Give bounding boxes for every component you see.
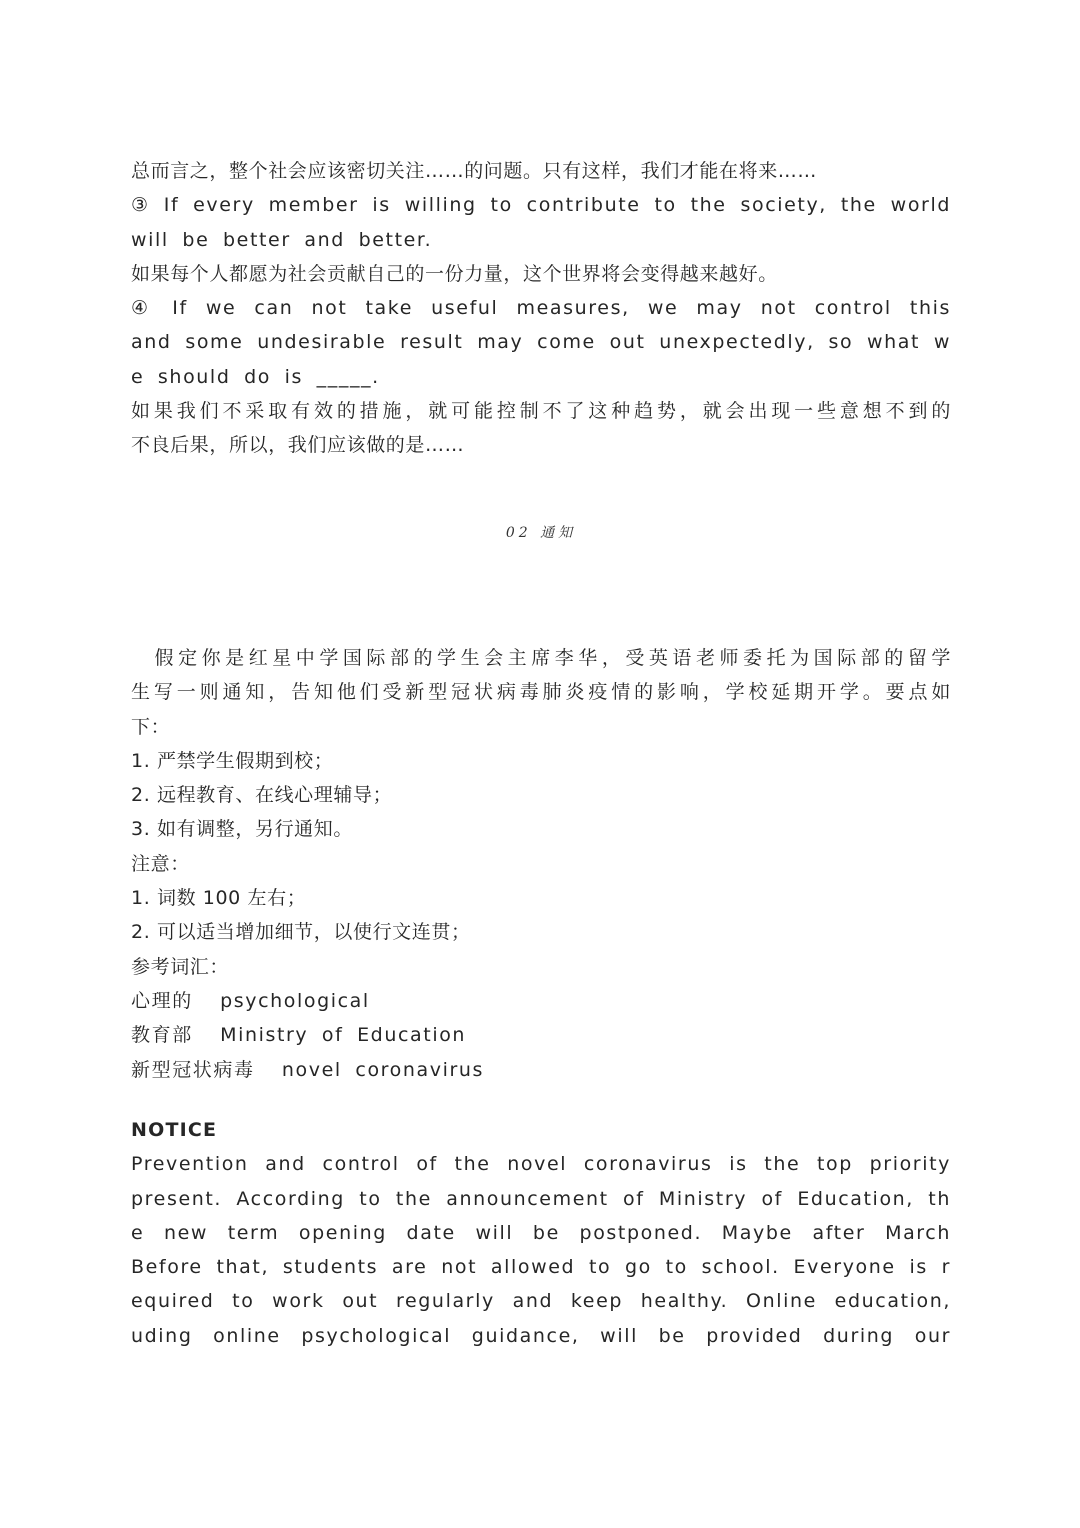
vocab-item: 教育部 Ministry of Education bbox=[131, 1024, 467, 1047]
notice-heading: NOTICE bbox=[131, 1119, 218, 1141]
task-line: 假定你是红星中学国际部的学生会主席李华，受英语老师委托为国际部的留学 bbox=[131, 647, 951, 669]
sentence-4-translation-line-2: 不良后果，所以，我们应该做的是…… bbox=[131, 434, 465, 457]
vocab-heading: 参考词汇： bbox=[131, 955, 230, 978]
notice-line: e new term opening date will be postponed. Maybe after March bbox=[131, 1221, 951, 1244]
sentence-4-translation-line-1: 如果我们不采取有效的措施，就可能控制不了这种趋势，就会出现一些意想不到的 bbox=[131, 400, 951, 423]
notes-heading: 注意： bbox=[131, 852, 190, 875]
task-point: 2. 远程教育、在线心理辅导； bbox=[131, 784, 393, 807]
notice-line: uding online psychological guidance, will be provided during our bbox=[131, 1324, 951, 1347]
note-item: 2. 可以适当增加细节，以使行文连贯； bbox=[131, 921, 471, 944]
sentence-3-translation: 如果每个人都愿为社会贡献自己的一份力量，这个世界将会变得越来越好。 bbox=[131, 262, 778, 285]
sentence-4-line-3: e should do is _____. bbox=[131, 365, 380, 388]
sentence-4-line-1: ④ If we can not take useful measures, we may not control this bbox=[131, 297, 951, 320]
task-point: 1. 严禁学生假期到校； bbox=[131, 749, 334, 772]
task-line: 下： bbox=[131, 715, 171, 738]
sentence-3-line-1: ③ If every member is willing to contribute to the society, the world bbox=[131, 194, 951, 217]
note-item: 1. 词数 100 左右； bbox=[131, 887, 307, 910]
task-description bbox=[131, 641, 951, 1087]
notice-line: present. According to the announcement of Ministry of Education, th bbox=[131, 1187, 951, 1210]
notice-line: Before that, students are not allowed to go to school. Everyone is r bbox=[131, 1256, 951, 1279]
notice-line: Prevention and control of the novel coronavirus is the top priority bbox=[131, 1153, 951, 1176]
vocab-item: 新型冠状病毒 novel coronavirus bbox=[131, 1058, 485, 1081]
vocab-item: 心理的 psychological bbox=[131, 989, 370, 1012]
section-title: 02 通知 bbox=[505, 525, 577, 541]
summary-line-zh: 总而言之，整个社会应该密切关注……的问题。只有这样，我们才能在将来…… bbox=[131, 160, 818, 182]
sentence-3-line-2: will be better and better. bbox=[131, 228, 433, 251]
top-section bbox=[131, 154, 951, 463]
task-point: 3. 如有调整，另行通知。 bbox=[131, 818, 353, 841]
task-line: 生写一则通知，告知他们受新型冠状病毒肺炎疫情的影响，学校延期开学。要点如 bbox=[131, 681, 951, 704]
document-page bbox=[131, 154, 951, 1347]
sentence-4-line-2: and some undesirable result may come out unexpectedly, so what w bbox=[131, 331, 951, 354]
notice-line: equired to work out regularly and keep healthy. Online education, bbox=[131, 1290, 951, 1313]
notice-sample bbox=[131, 1113, 951, 1353]
